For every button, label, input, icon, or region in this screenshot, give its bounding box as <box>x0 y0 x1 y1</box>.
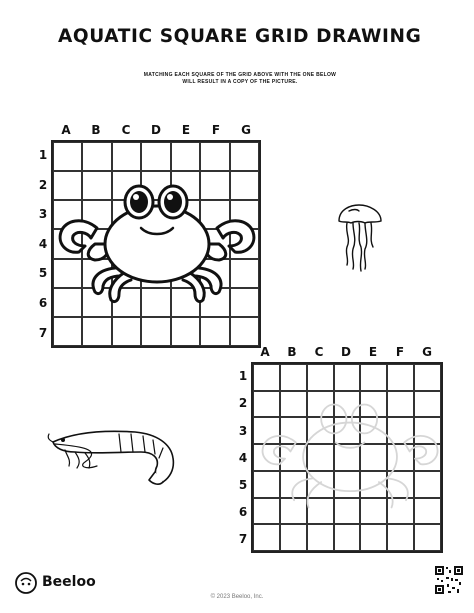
top-row-label: 6 <box>38 296 48 310</box>
bottom-row-label: 3 <box>238 424 248 438</box>
bottom-row-label: 5 <box>238 478 248 492</box>
grid-cell-F1 <box>200 142 229 171</box>
grid-cell-B1 <box>82 142 111 171</box>
grid-cell-D1[interactable] <box>334 364 361 391</box>
copyright: © 2023 Beeloo, Inc. <box>210 594 264 600</box>
top-row-label: 1 <box>38 148 48 162</box>
bottom-col-label: A <box>260 345 270 359</box>
bottom-col-label: C <box>314 345 324 359</box>
top-col-label: F <box>211 123 221 137</box>
grid-cell-G1[interactable] <box>414 364 441 391</box>
qr-code-icon <box>434 565 464 595</box>
grid-cell-F1[interactable] <box>387 364 414 391</box>
bottom-col-label: B <box>287 345 297 359</box>
grid-cell-A7[interactable] <box>253 524 280 551</box>
grid-cell-E7[interactable] <box>360 524 387 551</box>
grid-cell-E7 <box>171 317 200 346</box>
bottom-row-label: 6 <box>238 505 248 519</box>
grid-cell-C1[interactable] <box>307 364 334 391</box>
grid-cell-A7 <box>53 317 82 346</box>
instructions-line-1: MATCHING EACH SQUARE OF THE GRID ABOVE WITH THE ONE BELOW <box>143 72 337 78</box>
grid-cell-B1[interactable] <box>280 364 307 391</box>
grid-cell-C7[interactable] <box>307 524 334 551</box>
bottom-row-label: 2 <box>238 396 248 410</box>
beeloo-logo-icon <box>14 572 38 594</box>
grid-cell-G1 <box>230 142 259 171</box>
bottom-row-label: 1 <box>238 369 248 383</box>
top-row-label: 7 <box>38 326 48 340</box>
top-row-label: 2 <box>38 178 48 192</box>
bottom-col-label: F <box>395 345 405 359</box>
jellyfish-icon <box>335 203 385 273</box>
grid-cell-F7 <box>200 317 229 346</box>
grid-cell-B7 <box>82 317 111 346</box>
top-row-label: 3 <box>38 207 48 221</box>
faint-crab-outline-icon <box>258 398 443 513</box>
grid-cell-F7[interactable] <box>387 524 414 551</box>
grid-cell-D7[interactable] <box>334 524 361 551</box>
top-col-label: A <box>61 123 71 137</box>
brand-name: Beeloo <box>42 574 96 590</box>
bottom-col-label: E <box>368 345 378 359</box>
grid-cell-G7[interactable] <box>414 524 441 551</box>
grid-cell-B7[interactable] <box>280 524 307 551</box>
grid-cell-E1 <box>171 142 200 171</box>
instructions-line-2: WILL RESULT IN A COPY OF THE PICTURE. <box>182 79 298 85</box>
top-row-label: 4 <box>38 237 48 251</box>
bottom-row-label: 4 <box>238 451 248 465</box>
crab-icon <box>55 180 260 305</box>
grid-cell-E1[interactable] <box>360 364 387 391</box>
top-col-label: D <box>151 123 161 137</box>
grid-cell-A1 <box>53 142 82 171</box>
grid-cell-C7 <box>112 317 141 346</box>
top-row-label: 5 <box>38 266 48 280</box>
grid-cell-C1 <box>112 142 141 171</box>
grid-cell-A1[interactable] <box>253 364 280 391</box>
bottom-row-label: 7 <box>238 532 248 546</box>
grid-cell-D1 <box>141 142 170 171</box>
top-col-label: C <box>121 123 131 137</box>
top-col-label: E <box>181 123 191 137</box>
worksheet-title: AQUATIC SQUARE GRID DRAWING <box>58 26 422 47</box>
grid-cell-G7 <box>230 317 259 346</box>
top-col-label: B <box>91 123 101 137</box>
grid-cell-D7 <box>141 317 170 346</box>
instructions <box>130 72 350 86</box>
bottom-col-label: G <box>422 345 432 359</box>
shrimp-icon <box>45 422 180 487</box>
top-col-label: G <box>241 123 251 137</box>
bottom-col-label: D <box>341 345 351 359</box>
